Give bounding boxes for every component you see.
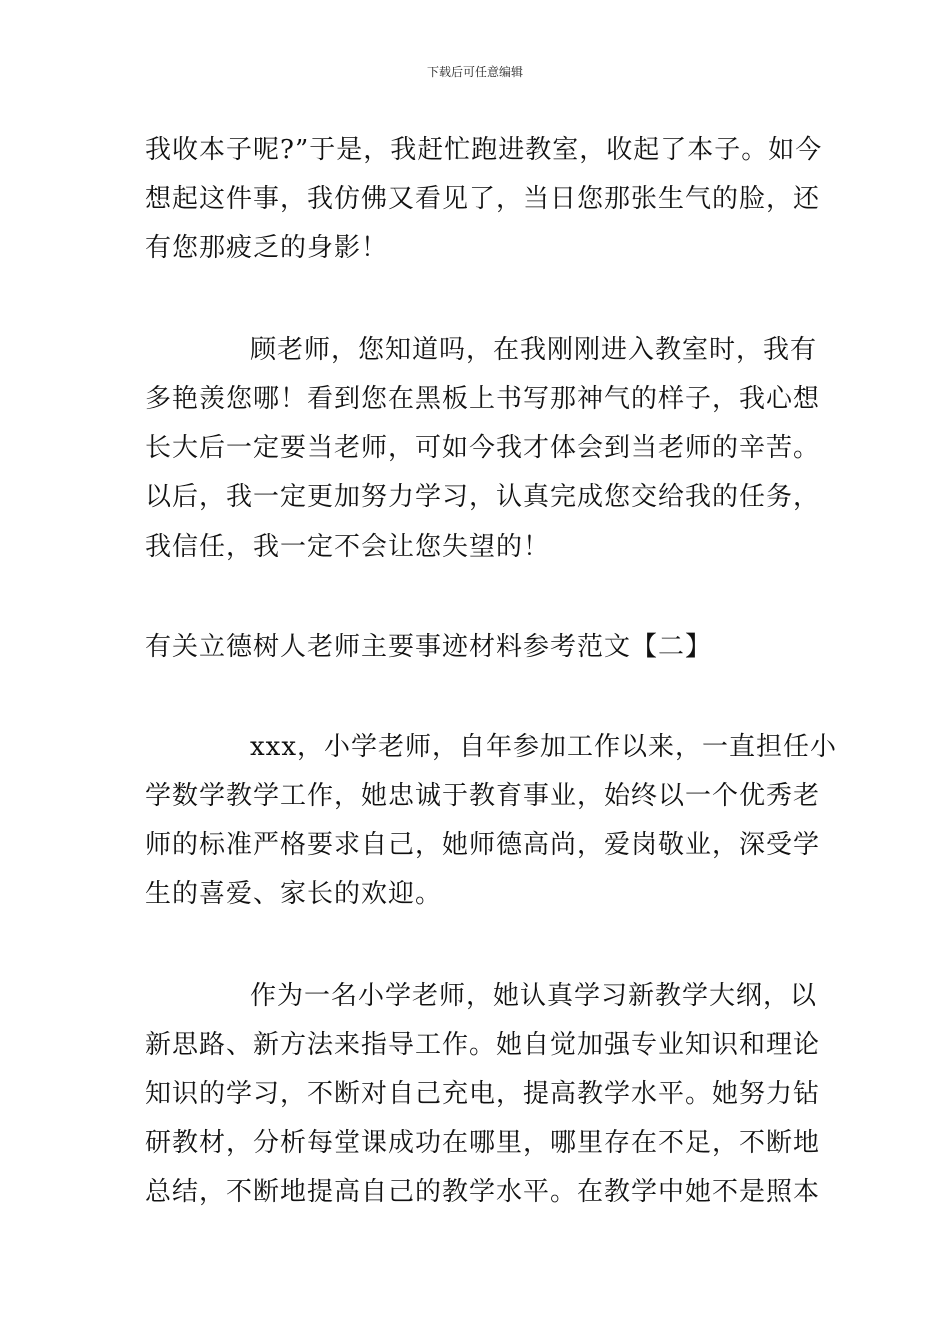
paragraph-line: 我信任，我一定不会让您失望的！ bbox=[145, 532, 551, 562]
paragraph-line: xxx，小学老师，自年参加工作以来，一直担任小 bbox=[250, 732, 837, 762]
paragraph-line: 学数学教学工作，她忠诚于教育事业，始终以一个优秀老 bbox=[145, 781, 821, 811]
paragraph-line: 作为一名小学老师，她认真学习新教学大纲，以 bbox=[250, 981, 818, 1011]
paragraph-line: 以后，我一定更加努力学习，认真完成您交给我的任务， bbox=[145, 482, 821, 512]
page-header: 下载后可任意编辑 bbox=[426, 65, 523, 79]
paragraph-line: 生的喜爱、家长的欢迎。 bbox=[145, 879, 443, 909]
paragraph-line: 知识的学习，不断对自己充电，提高教学水平。她努力钻 bbox=[145, 1079, 821, 1109]
paragraph-line: 长大后一定要当老师，可如今我才体会到当老师的辛苦。 bbox=[145, 433, 821, 463]
paragraph-line: 顾老师，您知道吗，在我刚刚进入教室时，我有 bbox=[250, 335, 818, 365]
paragraph-line: 有您那疲乏的身影！ bbox=[145, 233, 389, 263]
section-title: 有关立德树人老师主要事迹材料参考范文【二】 bbox=[145, 632, 713, 662]
paragraph-line: 新思路、新方法来指导工作。她自觉加强专业知识和理论 bbox=[145, 1030, 821, 1060]
paragraph-line: 多艳羡您哪！看到您在黑板上书写那神气的样子，我心想 bbox=[145, 384, 821, 414]
paragraph-line: 师的标准严格要求自己，她师德高尚，爱岗敬业，深受学 bbox=[145, 830, 821, 860]
paragraph-line: 我收本子呢?”于是，我赶忙跑进教室，收起了本子。如今 bbox=[145, 135, 823, 165]
paragraph-line: 总结，不断地提高自己的教学水平。在教学中她不是照本 bbox=[145, 1177, 821, 1207]
paragraph-line: 想起这件事，我仿佛又看见了，当日您那张生气的脸，还 bbox=[145, 184, 821, 214]
paragraph-line: 研教材，分析每堂课成功在哪里，哪里存在不足，不断地 bbox=[145, 1128, 821, 1158]
